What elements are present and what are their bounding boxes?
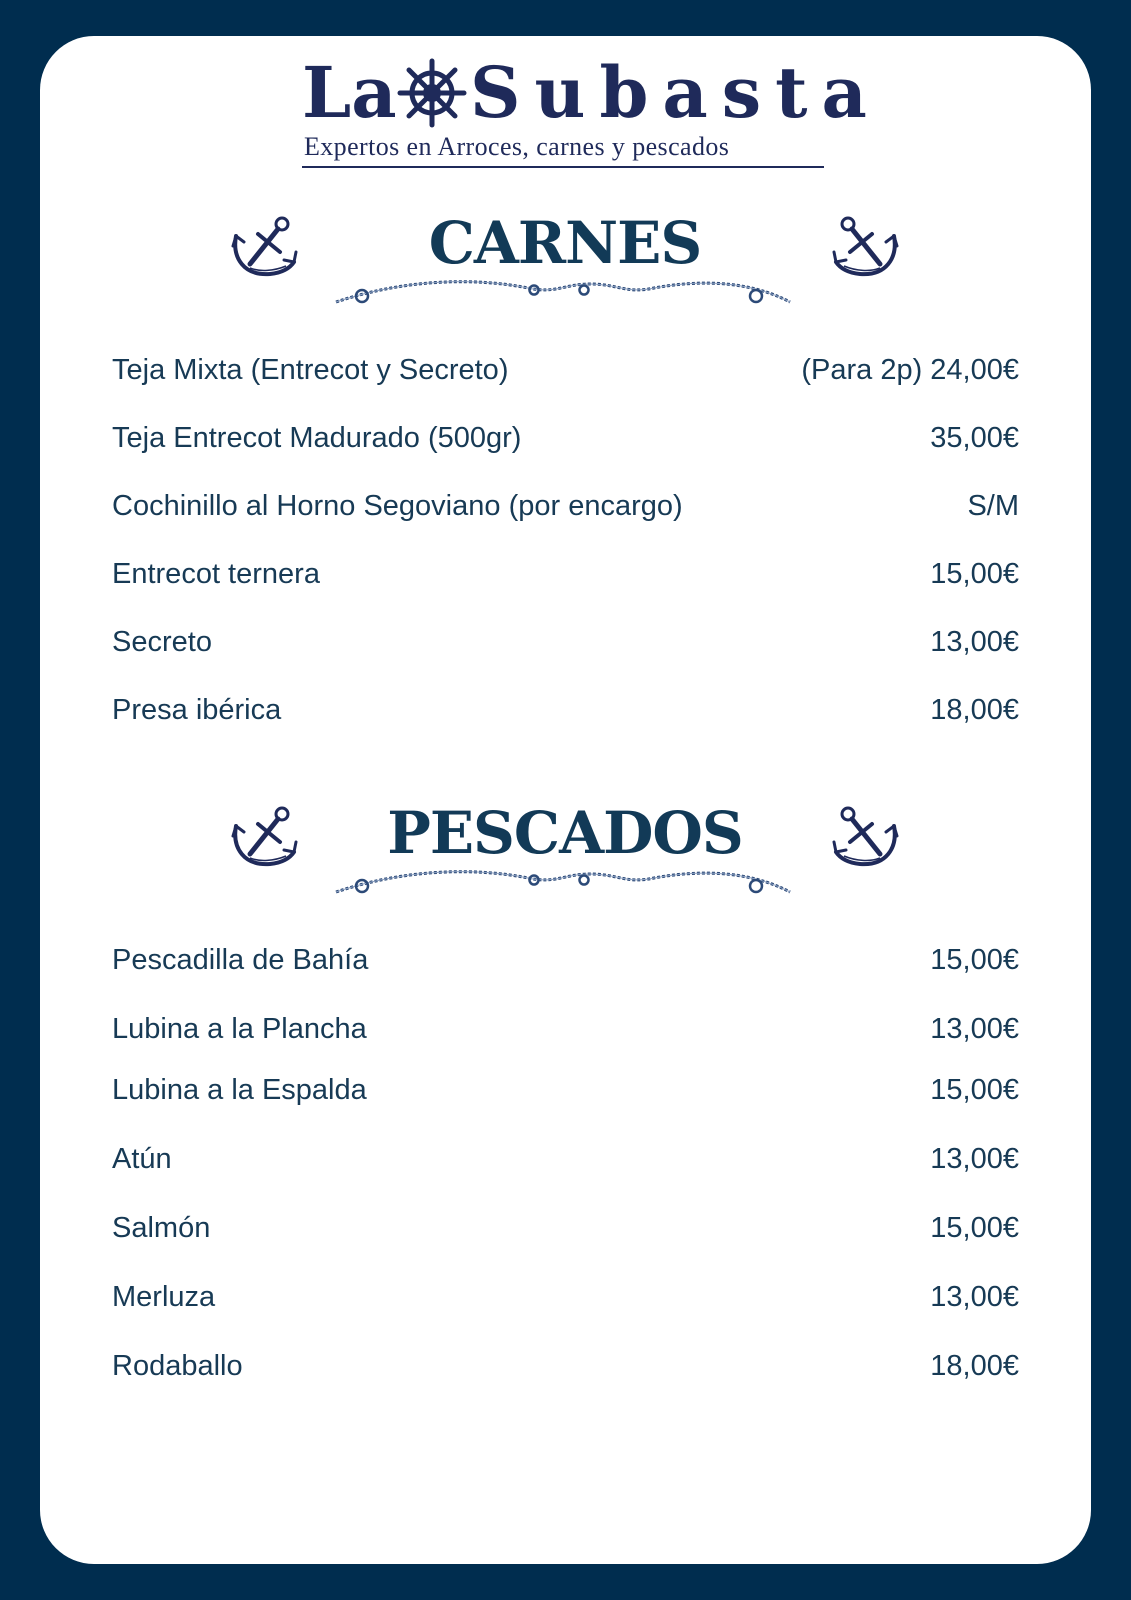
item-name: Salmón (112, 1212, 211, 1244)
item-name: Atún (112, 1143, 172, 1175)
menu-item (112, 418, 1019, 458)
item-name: Teja Mixta (Entrecot y Secreto) (112, 354, 509, 386)
menu-item (112, 350, 1019, 390)
brand-logo (302, 50, 881, 170)
section-header-carnes (230, 208, 900, 318)
item-price: (Para 2p) 24,00€ (801, 354, 1019, 386)
item-price: 13,00€ (930, 1013, 1019, 1045)
item-name: Rodaballo (112, 1350, 243, 1382)
anchor-icon (828, 800, 900, 872)
item-name: Merluza (112, 1281, 216, 1313)
menu-item (112, 690, 1019, 730)
menu-item (112, 940, 1019, 980)
item-price: 18,00€ (930, 694, 1019, 726)
item-price: 15,00€ (930, 944, 1019, 976)
item-price: 13,00€ (930, 1281, 1019, 1313)
ship-wheel-icon (397, 58, 467, 128)
item-price: 15,00€ (930, 1212, 1019, 1244)
item-name: Lubina a la Plancha (112, 1013, 367, 1045)
rope-divider-icon (328, 866, 798, 902)
item-price: 13,00€ (930, 1143, 1019, 1175)
menu-item (112, 1346, 1019, 1386)
brand-name-subasta: Subasta (470, 51, 881, 134)
anchor-icon (828, 210, 900, 282)
item-name: Pescadilla de Bahía (112, 944, 369, 976)
menu-item (112, 1208, 1019, 1248)
menu-item (112, 1139, 1019, 1179)
tagline-underline (302, 166, 824, 168)
item-name: Presa ibérica (112, 694, 282, 726)
brand-tagline: Expertos en Arroces, carnes y pescados (304, 132, 730, 161)
item-price: S/M (967, 490, 1019, 522)
item-name: Secreto (112, 626, 212, 658)
menu-item (112, 554, 1019, 594)
item-price: 13,00€ (930, 626, 1019, 658)
section-header-pescados (230, 798, 900, 908)
menu-item (112, 1009, 1019, 1049)
menu-item (112, 1070, 1019, 1110)
menu-item (112, 486, 1019, 526)
item-price: 35,00€ (930, 422, 1019, 454)
item-name: Cochinillo al Horno Segoviano (por encargo) (112, 490, 683, 522)
item-price: 18,00€ (930, 1350, 1019, 1382)
menu-item (112, 1277, 1019, 1317)
item-name: Entrecot ternera (112, 558, 320, 590)
item-name: Teja Entrecot Madurado (500gr) (112, 422, 522, 454)
menu-item (112, 622, 1019, 662)
section-title: PESCADOS (387, 799, 743, 867)
item-price: 15,00€ (930, 1074, 1019, 1106)
item-price: 15,00€ (930, 558, 1019, 590)
rope-divider-icon (328, 276, 798, 312)
section-title: CARNES (428, 209, 702, 277)
brand-name-la: La (302, 51, 397, 134)
item-name: Lubina a la Espalda (112, 1074, 367, 1106)
